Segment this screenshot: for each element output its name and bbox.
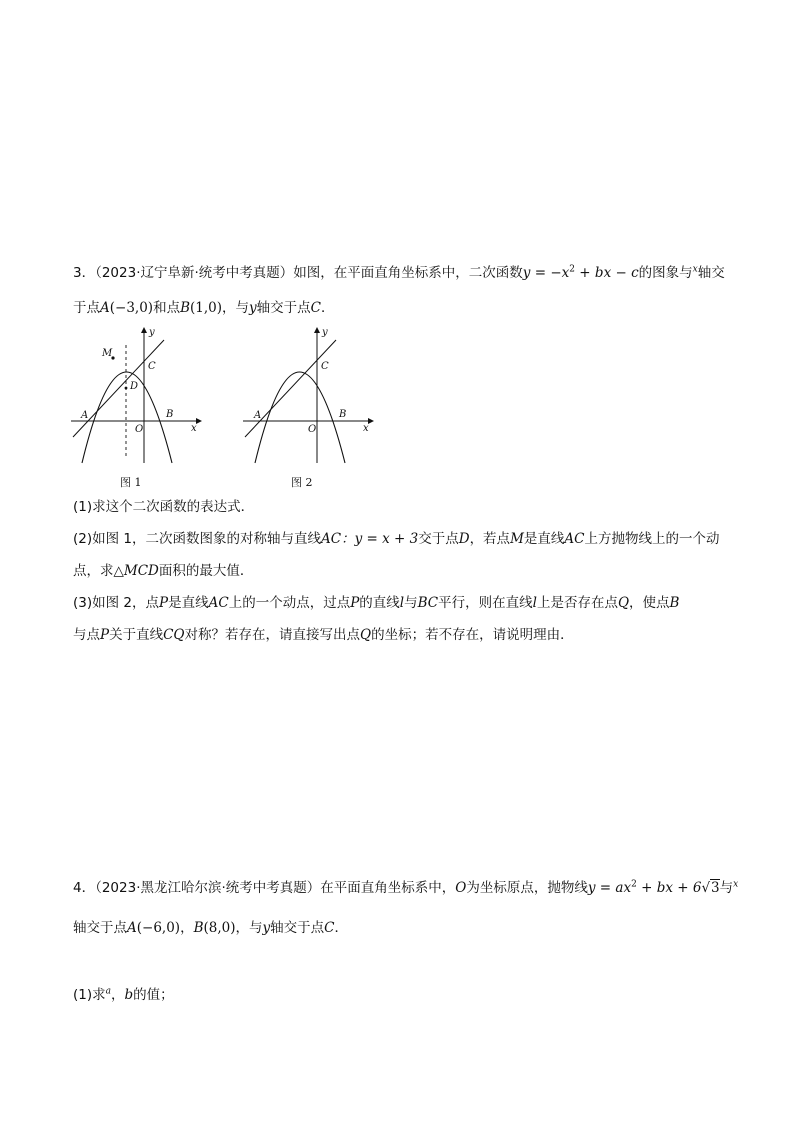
parabola <box>255 372 345 463</box>
q3-part-2-line-2 <box>73 561 253 581</box>
math-coord: (8,0) <box>203 920 236 936</box>
math-eq: y = ax <box>587 880 632 896</box>
label-o: O <box>135 424 144 435</box>
q3-text: ． <box>321 300 335 316</box>
label-y: y <box>149 327 155 338</box>
math-var: b <box>124 987 134 1003</box>
q4-text: 在平面直角坐标系中， <box>320 880 456 896</box>
label-o: O <box>308 424 317 435</box>
q3-text: 于点 <box>73 300 100 316</box>
math-var: AC <box>321 531 342 547</box>
q3-text: (2)如图 1，二次函数图象的对称轴与直线 <box>73 531 322 547</box>
q3-text: 的坐标；若不存在，请说明理由． <box>371 627 574 643</box>
label-c: C <box>321 361 329 372</box>
q3-text: (3)如图 2，点 <box>73 595 160 611</box>
q3-text: 面积的最大值． <box>158 563 254 579</box>
q3-text: 和点 <box>153 300 181 316</box>
q3-text: 轴交于点 <box>256 300 311 316</box>
q3-text: ，若点 <box>469 531 511 547</box>
q4-part-1 <box>73 985 174 1005</box>
math-eq: ：y = x + 3 <box>341 531 419 547</box>
math-var: bx <box>594 265 612 281</box>
q3-part-1: (1)求这个二次函数的表达式． <box>73 499 255 515</box>
q3-part-3-line-2 <box>73 625 574 645</box>
q3-text: 是直线 <box>523 531 565 547</box>
math-var: AC <box>208 595 229 611</box>
q3-part-2-line-1 <box>73 529 719 549</box>
math-var: B <box>193 920 204 936</box>
sqrt-sign: √ <box>701 880 711 896</box>
q4-number: 4． <box>73 880 96 896</box>
q3-part-3-line-1 <box>73 593 679 613</box>
math-var: c <box>631 265 639 281</box>
q3-text: 与 <box>404 595 418 611</box>
math-var: P <box>350 595 360 611</box>
math-var: a <box>105 986 111 997</box>
figure-2-caption: 图 2 <box>291 476 313 489</box>
math-coord: (1,0) <box>190 300 223 316</box>
q4-text: ， <box>180 920 194 936</box>
q4-source: （2023·黑龙江哈尔滨·统考中考真题） <box>95 880 321 896</box>
math-op: − <box>611 265 632 281</box>
math-var: MCD <box>123 563 159 579</box>
math-var: x <box>561 265 570 281</box>
label-b: B <box>166 409 174 420</box>
q3-text: 与点 <box>73 627 100 643</box>
q3-text: 点，求△ <box>73 563 124 579</box>
math-var: x <box>692 264 698 275</box>
line-ac <box>73 340 164 437</box>
q3-text: 轴交 <box>697 265 725 281</box>
q4-text: (1)求 <box>73 987 106 1003</box>
figure-1 <box>68 325 203 465</box>
q3-text: 平行，则在直线 <box>438 595 533 611</box>
q4-text: ， <box>111 987 125 1003</box>
q4-text: ，与 <box>235 920 263 936</box>
math-var: CQ <box>163 627 185 643</box>
q3-text: 关于直线 <box>109 627 164 643</box>
math-var: M <box>510 531 524 547</box>
q4-line-2 <box>73 918 348 938</box>
q3-line-2 <box>73 298 335 318</box>
label-x: x <box>191 423 197 434</box>
q3-source: （2023·辽宁阜新·统考中考真题） <box>95 265 294 281</box>
math-eq: + bx + 6 <box>636 880 702 896</box>
math-coord: (−6,0) <box>136 920 181 936</box>
q3-text: ，使点 <box>629 595 670 611</box>
math-var: y <box>522 265 531 281</box>
q4-text: ． <box>334 920 348 936</box>
math-exp: 2 <box>631 879 637 890</box>
y-axis-arrow <box>314 327 320 333</box>
figure-1-caption: 图 1 <box>120 476 142 489</box>
math-var: P <box>159 595 169 611</box>
parabola <box>82 372 172 463</box>
q3-text: 交于点 <box>418 531 459 547</box>
y-axis-arrow <box>141 327 147 333</box>
q3-text: 的图象与 <box>638 265 693 281</box>
math-var: A <box>127 920 137 936</box>
math-var: P <box>100 627 110 643</box>
q4-text: 与 <box>719 880 734 896</box>
math-var: O <box>455 880 467 896</box>
label-y: y <box>322 327 328 338</box>
q3-text: 如图，在平面直角坐标系中，二次函数 <box>293 265 523 281</box>
q3-text: 上的一个动点，过点 <box>228 595 351 611</box>
math-var: Q <box>617 595 630 611</box>
math-var: x <box>733 879 739 890</box>
math-var: A <box>100 300 110 316</box>
math-var: l <box>399 595 405 611</box>
q3-text: 上方抛物线上的一个动 <box>584 531 720 547</box>
figure-2 <box>240 325 375 465</box>
q4-text: 为坐标原点，抛物线 <box>466 880 588 896</box>
label-b: B <box>339 409 347 420</box>
point-d <box>125 387 128 390</box>
math-var: BC <box>417 595 439 611</box>
math-var: D <box>458 531 470 547</box>
q3-text: 对称？若存在，请直接写出点 <box>184 627 360 643</box>
label-a: A <box>81 410 89 421</box>
math-var: Q <box>360 627 372 643</box>
q4-text: 轴交于点 <box>73 920 127 936</box>
math-var: y <box>249 300 257 316</box>
label-a: A <box>254 410 262 421</box>
q4-text: 轴交于点 <box>270 920 325 936</box>
math-var: AC <box>564 531 585 547</box>
math-exp: 2 <box>569 264 576 275</box>
q3-number: 3． <box>73 265 96 281</box>
math-op: + <box>575 265 595 281</box>
q3-text: 上是否存在点 <box>536 595 618 611</box>
math-radicand: 3 <box>711 880 720 896</box>
math-op: = − <box>530 265 562 281</box>
label-c: C <box>148 361 156 372</box>
x-axis-arrow <box>196 418 202 424</box>
math-var: B <box>180 300 190 316</box>
label-m: M <box>102 348 113 359</box>
q3-text: 的直线 <box>359 595 400 611</box>
q3-text: ，与 <box>222 300 250 316</box>
line-ac <box>245 340 336 437</box>
math-var: l <box>532 595 537 611</box>
math-coord: (−3,0) <box>109 300 154 316</box>
math-var: y <box>262 920 271 936</box>
math-var: C <box>310 300 321 316</box>
math-var: C <box>324 920 335 936</box>
q4-text: 的值； <box>133 987 174 1003</box>
label-x: x <box>363 423 369 434</box>
q3-text: 是直线 <box>168 595 209 611</box>
q4-line-1 <box>73 878 738 898</box>
math-var: B <box>669 595 680 611</box>
x-axis-arrow <box>368 418 374 424</box>
q3-line-1 <box>73 263 725 283</box>
label-d: D <box>130 381 139 392</box>
